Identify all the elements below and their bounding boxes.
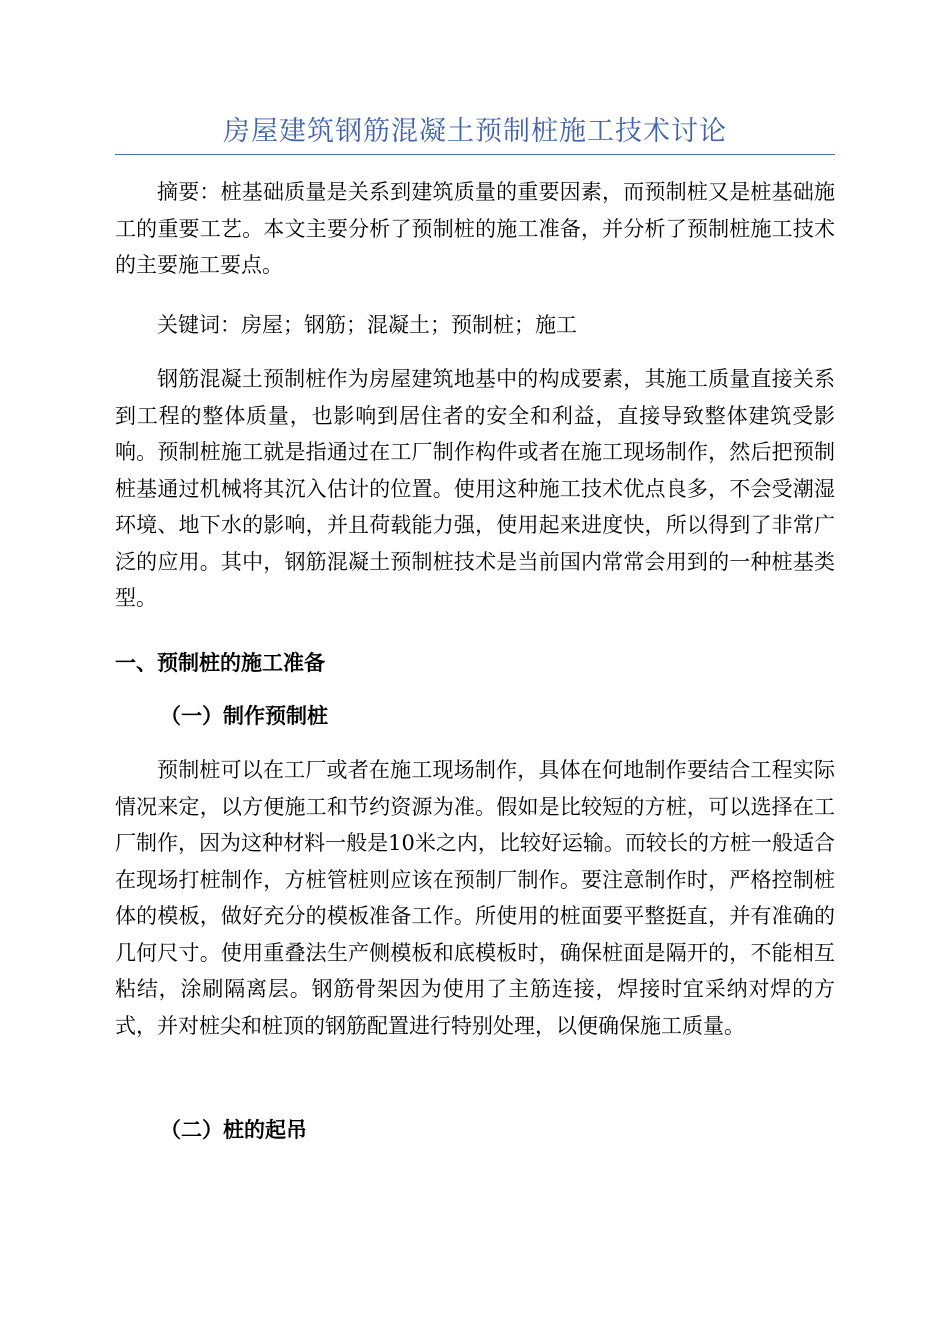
- keywords-paragraph: 关键词：房屋；钢筋；混凝土；预制桩；施工: [157, 313, 577, 337]
- abstract-paragraph: 摘要：桩基础质量是关系到建筑质量的重要因素，而预制桩又是桩基础施工的重要工艺。本文主要分析了预制桩的施工准备，并分析了预制桩施工技术的主要施工要点。: [115, 180, 835, 277]
- intro-paragraph: 钢筋混凝土预制桩作为房屋建筑地基中的构成要素，其施工质量直接关系到工程的整体质量，也影响到居住者的安全和利益，直接导致整体建筑受影响。预制桩施工就是指通过在工厂制作构件或者在施工现场制作，然后把预制桩基通过机械将其沉入估计的位置。使用这种施工技术优点良多，不会受潮湿环境、地下水的影响，并且荷载能力强，使用起来进度快，所以得到了非常广泛的应用。其中，钢筋混凝土预制桩技术是当前国内常常会用到的一种桩基类型。: [115, 367, 835, 610]
- subsection-heading-2: （二）桩的起吊: [160, 1117, 307, 1142]
- subsection-heading-1: （一）制作预制桩: [160, 703, 328, 728]
- section-heading: 一、预制桩的施工准备: [115, 650, 325, 675]
- title-underline: [115, 154, 835, 155]
- document-title: 房屋建筑钢筋混凝土预制桩施工技术讨论: [223, 116, 727, 147]
- subsection-1-body: 预制桩可以在工厂或者在施工现场制作，具体在何地制作要结合工程实际情况来定，以方便施工和节约资源为准。假如是比较短的方桩，可以选择在工厂制作，因为这种材料一般是10米之内，比较好运输。而较长的方桩一般适合在现场打桩制作，方桩管桩则应该在预制厂制作。要注意制作时，严格控制桩体的模板，做好充分的模板准备工作。所使用的桩面要平整挺直，并有准确的几何尺寸。使用重叠法生产侧模板和底模板时，确保桩面是隔开的，不能相互粘结，涂刷隔离层。钢筋骨架因为使用了主筋连接，焊接时宜采纳对焊的方式，并对桩尖和桩顶的钢筋配置进行特别处理，以便确保施工质量。: [115, 758, 835, 1038]
